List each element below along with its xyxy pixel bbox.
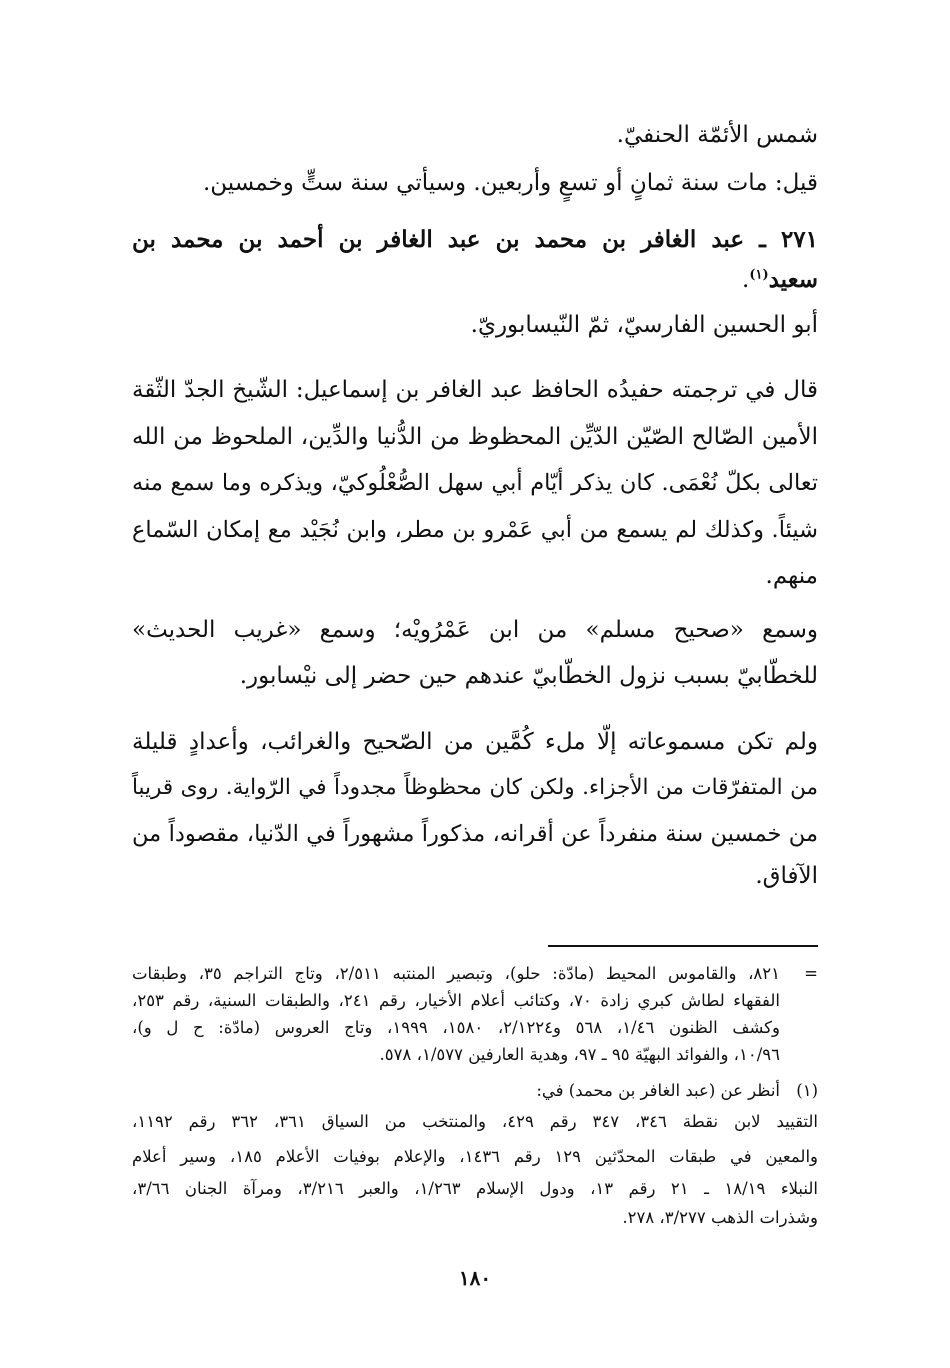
footnote-separator xyxy=(548,945,818,947)
footnote-line: وشذرات الذهب ٣/٢٧٧، ٢٧٨. xyxy=(622,1208,818,1227)
entry-heading: ٢٧١ ـ عبد الغافر بن محمد بن عبد الغافر بن أحمد بن محمد بن xyxy=(132,226,818,253)
page-number: ١٨٠ xyxy=(458,1266,492,1290)
body-line: شيئاً. وكذلك لم يسمع من أبي عَمْرو بن مطر، وابن نُجَيْد مع إمكان السّماع xyxy=(132,517,818,543)
body-line: أبو الحسين الفارسيّ، ثمّ النّيسابوريّ. xyxy=(470,312,818,338)
footnote-line: النبلاء ١٨/١٩ ـ ٢١ رقم ١٣، ودول الإسلام ١/٢٦٣، والعبر ٣/٢١٦، ومرآة الجنان ٣/٦٦، xyxy=(132,1179,818,1198)
body-line: من خمسين سنة منفرداً عن أقرانه، مذكوراً مشهوراً في الدّنيا، مقصوداً من xyxy=(132,821,818,847)
footnote-line: أنظر عن (عبد الغافر بن محمد) في: xyxy=(536,1081,780,1100)
footnote-1-mark: (١) xyxy=(796,1081,818,1100)
body-line: من المتفرّقات من الأجزاء. ولكن كان محظوظاً مجدوداً في الرّواية. روى قريباً xyxy=(132,775,818,800)
body-line: قيل: مات سنة ثمانٍ أو تسعٍ وأربعين. وسيأتي سنة ستٍّ وخمسين. xyxy=(202,170,818,196)
footnote-line: وكشف الظنون ١/٤٦، ٥٦٨ و٢/١٢٢٤، ١٥٨٠، ١٩٩٩، وتاج العروس (مادّة: ح ل و)، xyxy=(132,1018,780,1037)
entry-heading-name: سعيد xyxy=(768,266,818,293)
body-line: للخطّابيّ بسبب نزول الخطّابيّ عندهم حين حضر إلى نيْسابور. xyxy=(239,663,818,689)
footnote-line: الفقهاء لطاش كبري زادة ٧٠، وكتائب أعلام الأخيار، رقم ٢٤١، والطبقات السنية، رقم ٢٥٣، xyxy=(132,991,780,1010)
footnote-continuation-mark: = xyxy=(804,964,818,983)
body-line: قال في ترجمته حفيدُه الحافظ عبد الغافر بن إسماعيل: الشّيخ الجدّ الثّقة xyxy=(132,377,818,403)
body-line: وسمع «صحيح مسلم» من ابن عَمْرُويْه؛ وسمع «غريب الحديث» xyxy=(132,617,818,643)
footnote-line: ١٠/٩٦، والفوائد البهيّة ٩٥ ـ ٩٧، وهدية العارفين ١/٥٧٧، ٥٧٨. xyxy=(379,1045,780,1064)
footnote-ref: (١) xyxy=(749,267,769,283)
body-line: تعالى بكلّ نُعْمَى. كان يذكر أيّام أبي سهل الصُّعْلُوكيّ، ويذكره وما سمع منه xyxy=(132,470,818,496)
footnote-line: والمعين في طبقات المحدّثين ١٢٩ رقم ١٤٣٦، والإعلام بوفيات الأعلام ١٨٥، وسير أعلام xyxy=(132,1147,819,1166)
body-line: منهم. xyxy=(765,563,818,589)
footnote-line: ٨٢١، والقاموس المحيط (مادّة: حلو)، وتبصير المنتبه ٢/٥١١، وتاج التراجم ٣٥، وطبقات xyxy=(132,964,781,983)
footnote-line: التقييد لابن نقطة ٣٤٦، ٣٤٧ رقم ٤٢٩، والمنتخب من السياق ٣٦١، ٣٦٢ رقم ١١٩٢، xyxy=(132,1112,819,1131)
entry-heading-end: . xyxy=(742,267,750,293)
body-line: شمس الأئمّة الحنفيّ. xyxy=(616,122,818,148)
body-line: ولم تكن مسموعاته إلّا ملء كُمَّين من الصّحيح والغرائب، وأعدادٍ قليلة xyxy=(132,729,818,755)
body-line: الآفاق. xyxy=(755,863,818,889)
body-line: الأمين الصّالح الصّيّن الدّيِّن المحظوظ من الدُّنيا والدِّين، الملحوظ من الله xyxy=(132,424,818,450)
entry-heading-cont xyxy=(132,268,818,292)
